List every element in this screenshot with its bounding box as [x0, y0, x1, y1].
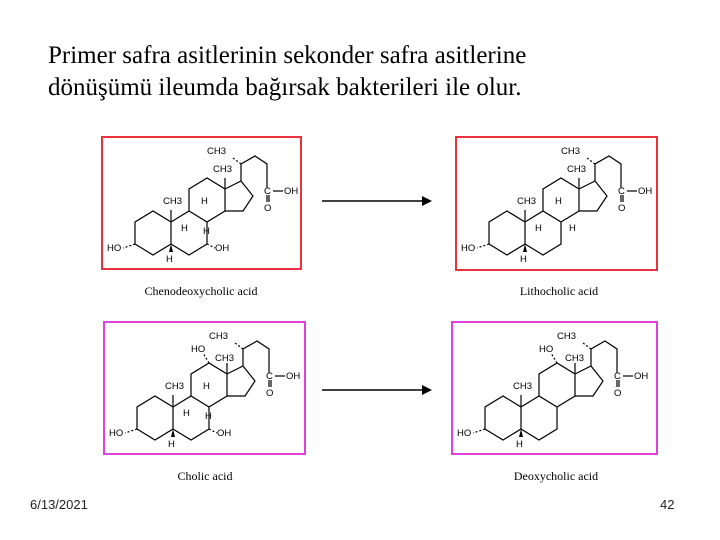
ch3-top-label: CH3 [209, 331, 229, 342]
title-line-1: Primer safra asitlerinin sekonder safra asitlerine [48, 42, 527, 69]
deoxycholic-frame [451, 321, 658, 455]
cooh-o-label: O [266, 388, 274, 399]
ch3-top-label: CH3 [561, 146, 581, 157]
ch3-c19-label: CH3 [165, 381, 185, 392]
ch3-c19-label: CH3 [517, 196, 537, 207]
ring-a [135, 211, 171, 255]
cooh-c-label: C [266, 371, 273, 382]
h5-label: H [168, 439, 175, 450]
conversion-arrow-bottom [322, 383, 434, 397]
cooh-o-label: O [614, 388, 622, 399]
lithocholic-caption: Lithocholic acid [519, 284, 599, 298]
cooh-c-label: C [614, 371, 621, 382]
h-label-b: H [183, 408, 190, 419]
cooh-c-label: C [264, 186, 271, 197]
h-label-c: H [203, 226, 210, 237]
ch3-c18-label: CH3 [567, 164, 587, 175]
cooh-oh-label: OH [286, 371, 301, 382]
side-chain [241, 156, 267, 181]
chenodeoxycholic-frame [101, 136, 302, 270]
h-label-b: H [535, 223, 542, 234]
ch3-c18-label: CH3 [213, 164, 233, 175]
cholic-frame [103, 321, 306, 455]
cooh-oh-label: OH [638, 186, 653, 197]
h-label-b: H [181, 223, 188, 234]
cholic-structure [105, 323, 304, 453]
ch3-c18-label: CH3 [565, 353, 585, 364]
ch3-top-label: CH3 [557, 331, 577, 342]
h5-label: H [166, 254, 173, 265]
slide-date: 6/13/2021 [30, 497, 88, 512]
deoxycholic-caption: Deoxycholic acid [513, 469, 599, 483]
cooh-c-label: C [618, 186, 625, 197]
ch3-c19-label: CH3 [513, 381, 533, 392]
conversion-arrow-top [322, 194, 434, 208]
oh7-label: OH [217, 428, 232, 439]
h5-label: H [516, 439, 523, 450]
ho3-label: HO [457, 428, 472, 439]
lithocholic-structure [457, 138, 656, 269]
slide-page-number: 42 [660, 497, 675, 512]
cooh-o-label: O [618, 203, 626, 214]
h-label-a: H [201, 196, 208, 207]
ho3-label: HO [109, 428, 124, 439]
ho3-label: HO [107, 243, 122, 254]
title-line-2: dönüşümü ileumda bağırsak bakterileri ile olur. [48, 74, 522, 101]
cooh-oh-label: OH [284, 186, 299, 197]
deoxycholic-structure [453, 323, 656, 453]
ho3-label: HO [461, 243, 476, 254]
slide-title [48, 40, 688, 104]
ch3-c18-label: CH3 [215, 353, 235, 364]
h-label-c: H [569, 223, 576, 234]
cooh-o-label: O [264, 203, 272, 214]
h5-label: H [520, 254, 527, 265]
h-label-c: H [205, 411, 212, 422]
ch3-c19-label: CH3 [163, 196, 183, 207]
h-label-a: H [203, 381, 210, 392]
ch3-top-label: CH3 [207, 146, 227, 157]
cholic-caption: Cholic acid [177, 469, 233, 483]
chenodeoxycholic-caption: Chenodeoxycholic acid [144, 284, 258, 298]
ho12-label: HO [191, 344, 206, 355]
oh7-label: OH [215, 243, 230, 254]
ho12-label: HO [539, 344, 554, 355]
ring-d [225, 181, 253, 211]
h-label-a: H [555, 196, 562, 207]
chenodeoxycholic-structure [103, 138, 300, 268]
lithocholic-frame [455, 136, 658, 271]
ring-b [171, 211, 207, 255]
cooh-oh-label: OH [634, 371, 649, 382]
